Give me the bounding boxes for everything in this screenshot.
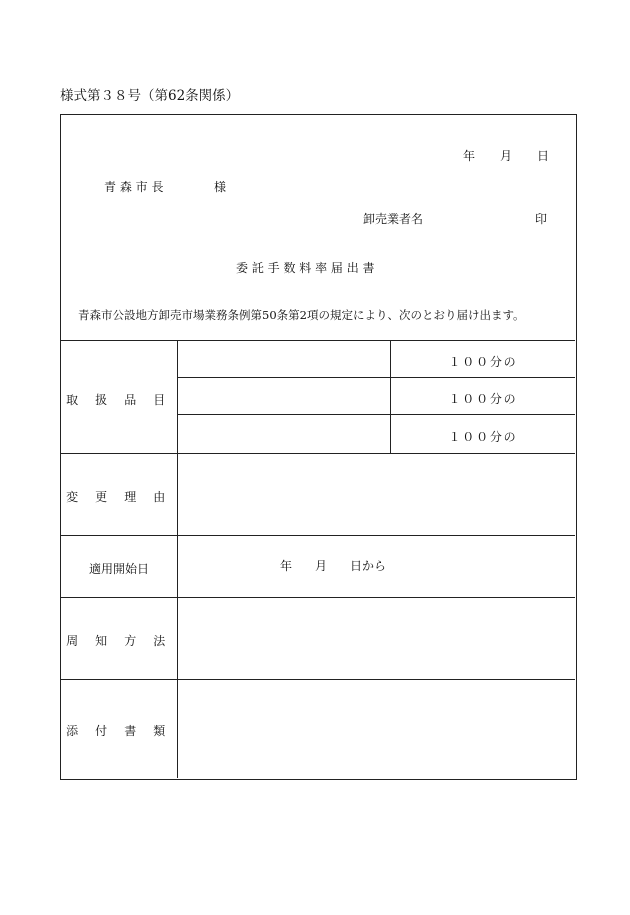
divider bbox=[60, 535, 575, 536]
divider bbox=[177, 377, 575, 378]
start-date-label: 適用開始日 bbox=[88, 562, 149, 576]
addressee: 青 森 市 長 bbox=[104, 180, 164, 194]
divider bbox=[60, 453, 575, 454]
notice-method-label: 周 知 方 法 bbox=[66, 634, 172, 648]
reason-field[interactable] bbox=[185, 460, 565, 528]
form-number: 様式第３８号（第62条関係） bbox=[60, 88, 240, 104]
divider bbox=[60, 597, 575, 598]
reason-label: 変 更 理 由 bbox=[66, 490, 172, 504]
divider bbox=[60, 679, 575, 680]
statement-text: 青森市公設地方卸売市場業務条例第50条第2項の規定により、次のとおり届け出ます。 bbox=[78, 308, 525, 322]
item-name-field[interactable] bbox=[185, 353, 385, 367]
date-month-label: 月 bbox=[500, 149, 513, 163]
item-rate-suffix: １００分の bbox=[448, 392, 518, 406]
attachments-field[interactable] bbox=[185, 686, 565, 771]
items-label: 取 扱 品 目 bbox=[66, 393, 172, 407]
item-name-field[interactable] bbox=[185, 390, 385, 404]
seal-mark: 印 bbox=[535, 212, 548, 226]
item-rate-suffix: １００分の bbox=[448, 355, 518, 369]
attachments-label: 添 付 書 類 bbox=[66, 724, 172, 738]
start-date-year-label: 年 bbox=[280, 559, 293, 573]
notice-method-field[interactable] bbox=[185, 604, 565, 672]
date-year-label: 年 bbox=[463, 149, 476, 163]
date-day-label: 日 bbox=[537, 149, 550, 163]
document-title: 委 託 手 数 料 率 届 出 書 bbox=[236, 261, 375, 275]
applicant-name-label: 卸売業者名 bbox=[363, 212, 424, 226]
divider bbox=[177, 414, 575, 415]
addressee-honorific: 様 bbox=[214, 180, 227, 194]
start-date-from-label: 日から bbox=[350, 559, 387, 573]
form-frame bbox=[60, 114, 577, 780]
start-date-month-label: 月 bbox=[315, 559, 328, 573]
divider bbox=[60, 340, 575, 341]
column-divider bbox=[177, 340, 178, 778]
item-name-field[interactable] bbox=[185, 428, 385, 442]
item-rate-suffix: １００分の bbox=[448, 430, 518, 444]
